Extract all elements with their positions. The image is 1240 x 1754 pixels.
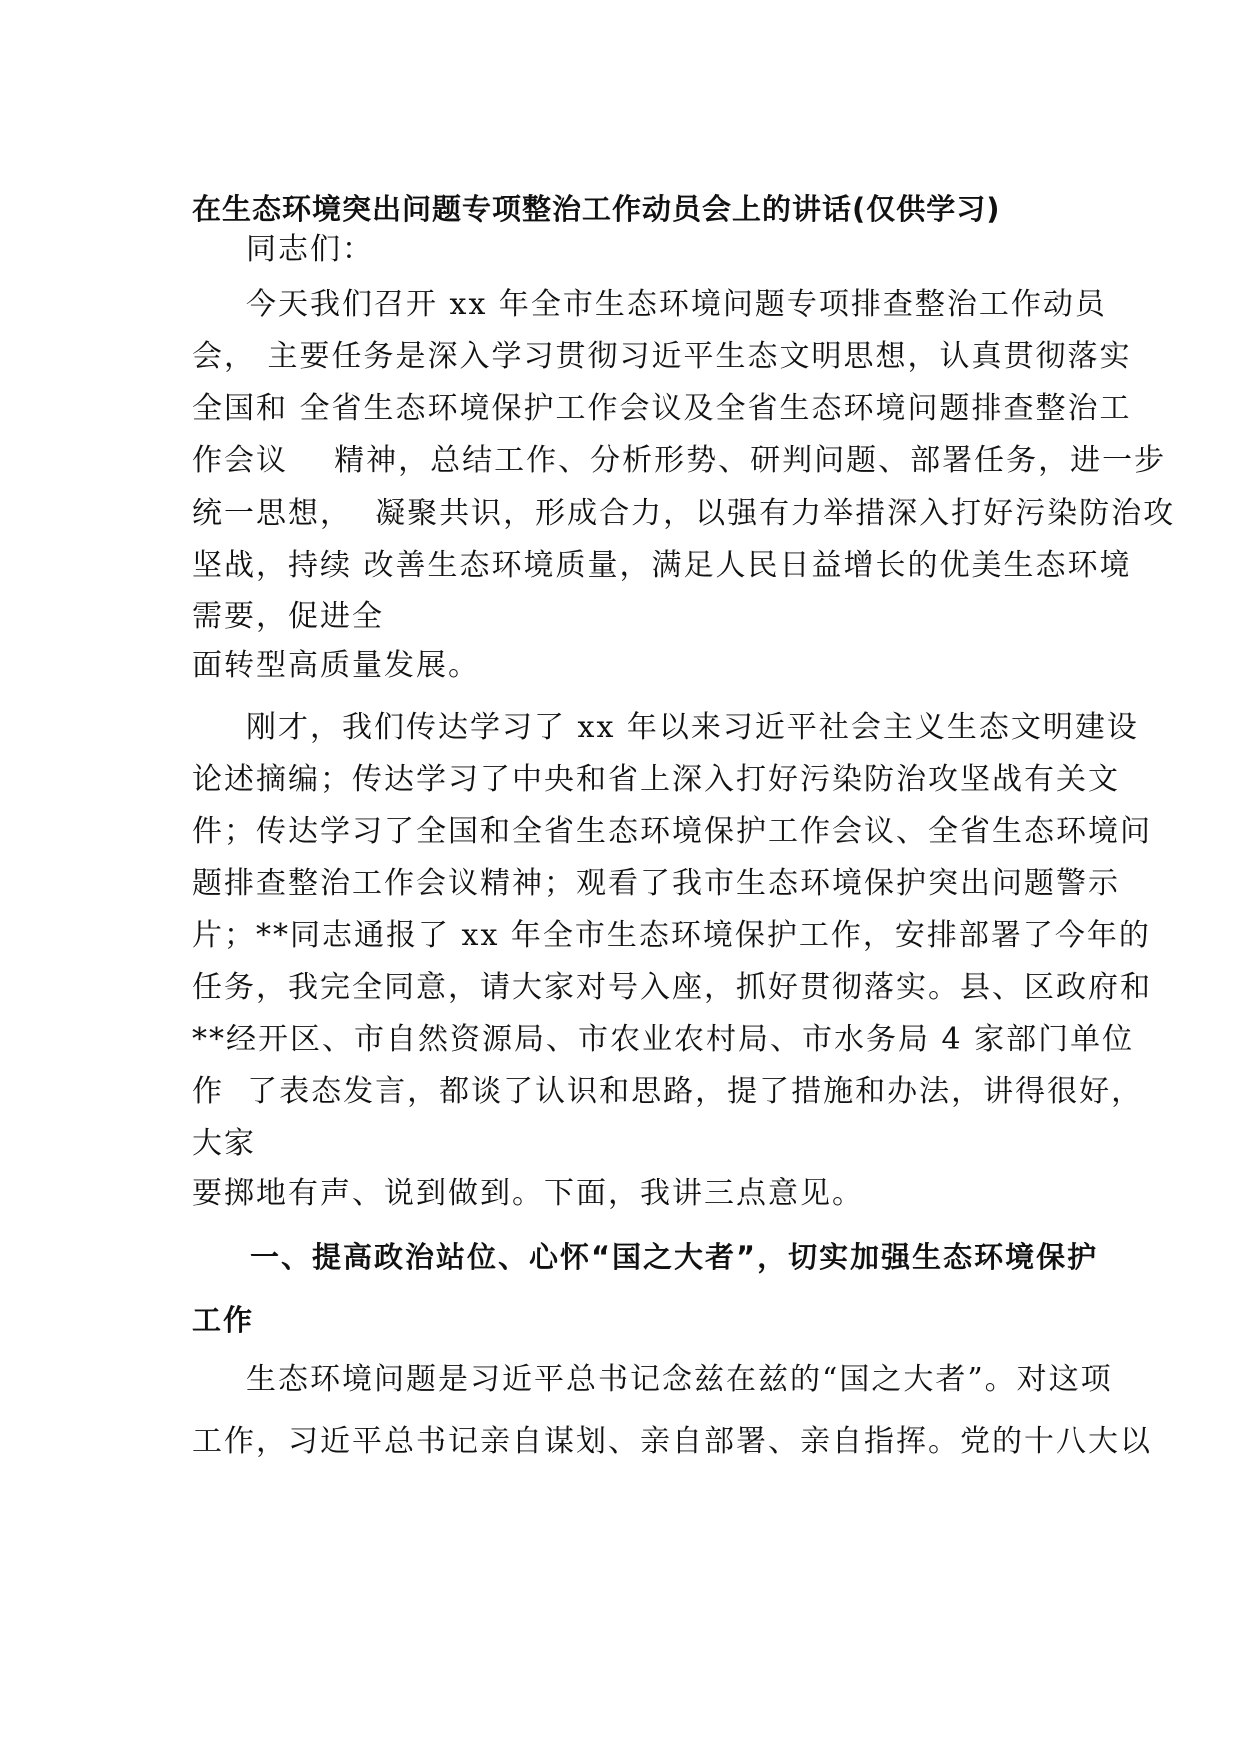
- paragraph-2-line-5: 片；**同志通报了 xx 年全市生态环境保护工作，安排部署了今年的: [192, 918, 1151, 953]
- paragraph-2-line-1: 刚才，我们传达学习了 xx 年以来习近平社会主义生态文明建设: [246, 710, 1139, 745]
- paragraph-3-line-2: 工作，习近平总书记亲自谋划、亲自部署、亲自指挥。党的十八大以: [192, 1424, 1152, 1459]
- paragraph-2-line-10: 要掷地有声、说到做到。下面，我讲三点意见。: [192, 1176, 864, 1211]
- paragraph-1-line-3: 全国和 全省生态环境保护工作会议及全省生态环境问题排查整治工: [192, 391, 1132, 426]
- paragraph-1-line-4: 作会议 精神，总结工作、分析形势、研判问题、部署任务，进一步: [192, 443, 1167, 478]
- document-title: 在生态环境突出问题专项整治工作动员会上的讲话(仅供学习): [192, 192, 1001, 226]
- paragraph-2-line-7: **经开区、市自然资源局、市农业农村局、市水务局 4 家部门单位: [192, 1022, 1135, 1057]
- paragraph-2-line-9: 大家: [192, 1126, 256, 1161]
- paragraph-1-line-6: 坚战，持续 改善生态环境质量，满足人民日益增长的优美生态环境: [192, 548, 1132, 583]
- section-1-heading-line-1: 一、提高政治站位、心怀“国之大者”，切实加强生态环境保护: [250, 1240, 1099, 1274]
- salutation: 同志们：: [246, 232, 374, 267]
- paragraph-2-line-2: 论述摘编；传达学习了中央和省上深入打好污染防治攻坚战有关文: [192, 762, 1120, 797]
- paragraph-1-line-5: 统一思想， 凝聚共识，形成合力，以强有力举措深入打好污染防治攻: [192, 496, 1176, 531]
- paragraph-1-line-8: 面转型高质量发展。: [192, 648, 480, 683]
- paragraph-1-line-1: 今天我们召开 xx 年全市生态环境问题专项排查整治工作动员: [246, 287, 1107, 322]
- paragraph-2-line-4: 题排查整治工作会议精神；观看了我市生态环境保护突出问题警示: [192, 866, 1120, 901]
- section-1-heading-line-2: 工作: [192, 1303, 255, 1337]
- paragraph-2-line-6: 任务，我完全同意，请大家对号入座，抓好贯彻落实。县、区政府和: [192, 970, 1152, 1005]
- paragraph-3-line-1: 生态环境问题是习近平总书记念兹在兹的“国之大者”。对这项: [246, 1362, 1113, 1397]
- paragraph-1-line-2: 会， 主要任务是深入学习贯彻习近平生态文明思想，认真贯彻落实: [192, 339, 1132, 374]
- paragraph-2-line-8: 作 了表态发言，都谈了认识和思路，提了措施和办法，讲得很好，: [192, 1074, 1144, 1109]
- paragraph-1-line-7: 需要，促进全: [192, 599, 384, 634]
- paragraph-2-line-3: 件；传达学习了全国和全省生态环境保护工作会议、全省生态环境问: [192, 814, 1152, 849]
